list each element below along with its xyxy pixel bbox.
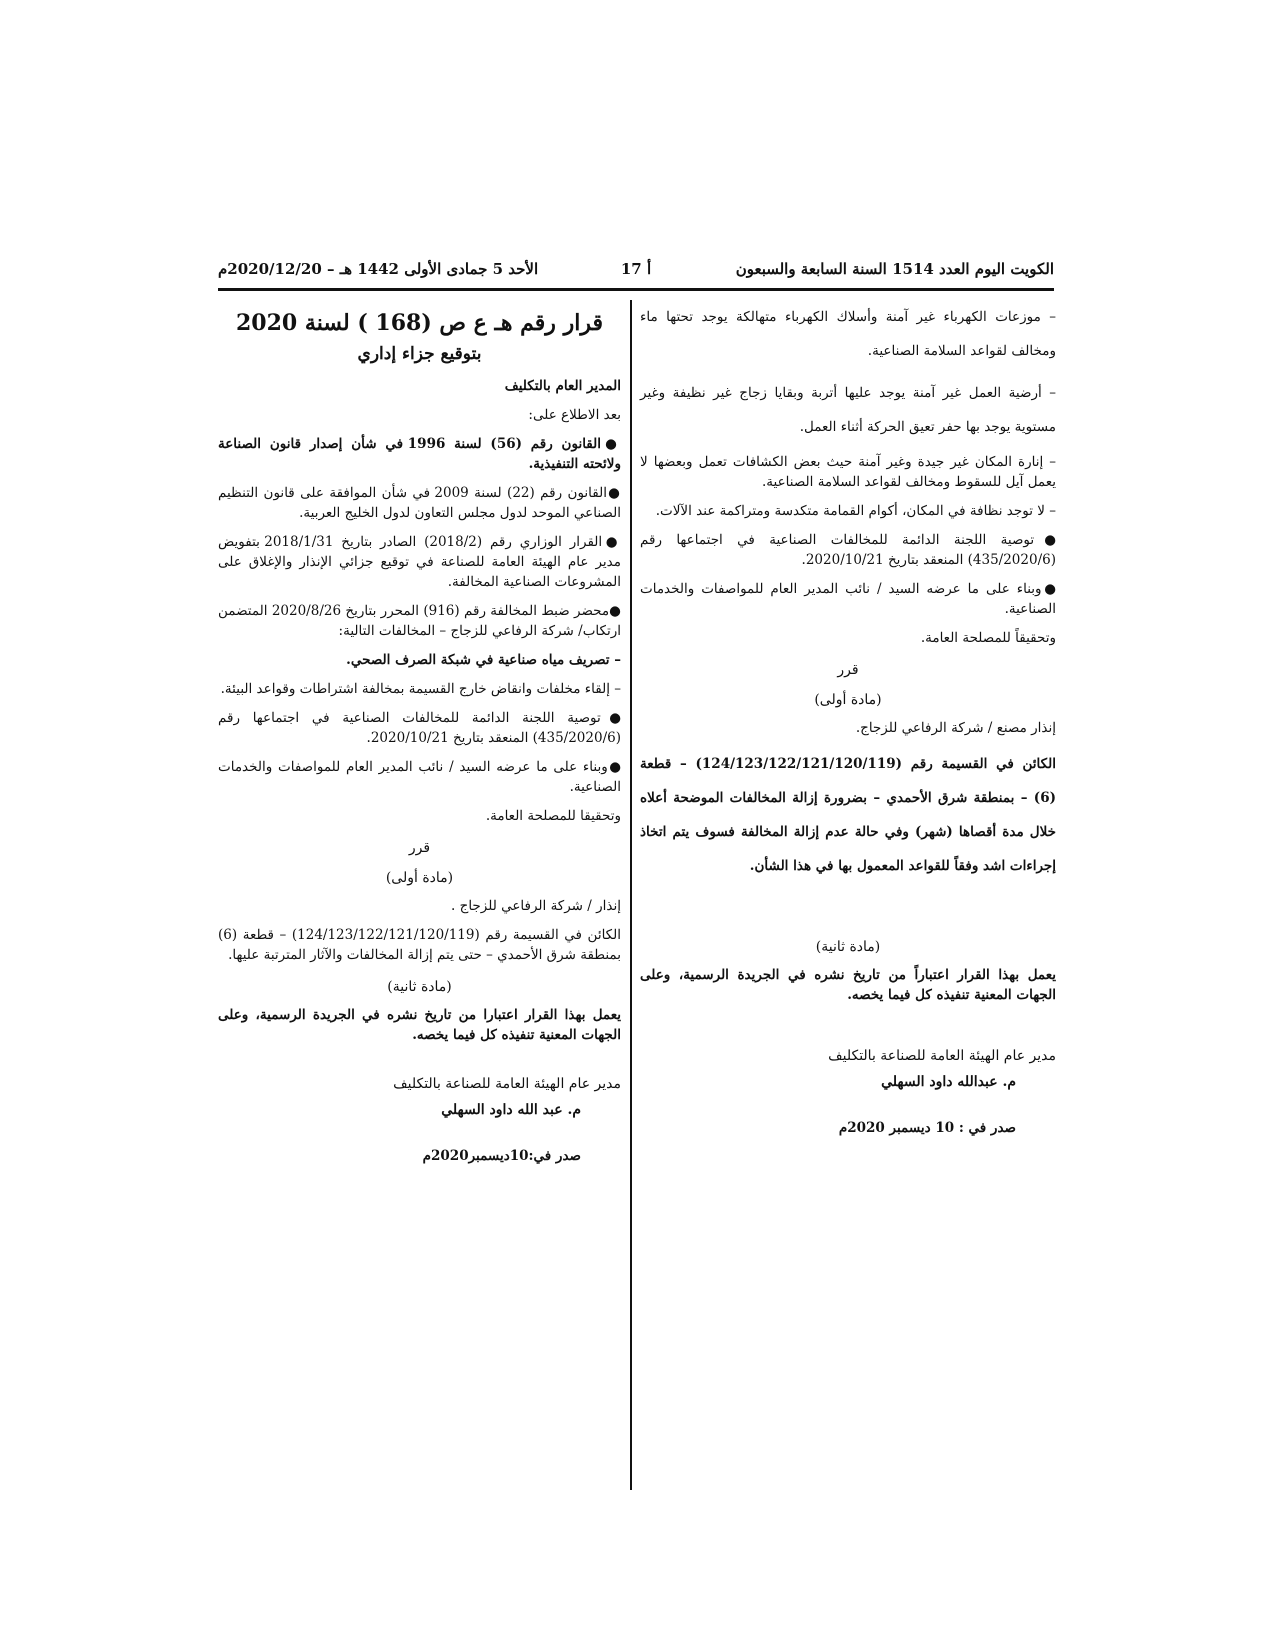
warning-line: إنذار / شركة الرفاعي للزجاج . <box>451 898 621 914</box>
right-column <box>640 300 1056 1136</box>
issue-date: صدر في : 10 ديسمبر 2020م <box>838 1120 1016 1136</box>
warning-line: إنذار مصنع / شركة الرفاعي للزجاج. <box>855 720 1056 736</box>
header-date: الأحد 5 جمادى الأولى 1442 هـ – 2020/12/20م <box>218 260 539 278</box>
header-page-number: أ 17 <box>620 260 652 278</box>
deputy-presentation: ●وبناء على ما عرضه السيد / نائب المدير العام للمواصفات والخدمات الصناعية. <box>218 759 621 795</box>
committee-recommendation: ●توصية اللجنة الدائمة للمخالفات الصناعية في اجتماعها رقم (435/2020/6) المنعقد بتاريخ 2020/10/21. <box>640 532 1056 568</box>
left-column <box>218 300 621 1164</box>
violation-item: – إلقاء مخلفات وانقاض خارج القسيمة بمخالفة اشتراطات وقواعد البيئة. <box>220 681 621 697</box>
violation-item: – إنارة المكان غير جيدة وغير آمنة حيث بعض الكشافات تعمل وبعضها لا يعمل آيل للسقوط ومخالف لقواعد السلامة الصناعية. <box>640 454 1056 490</box>
violation-item: – لا توجد نظافة في المكان، أكوام القمامة متكدسة ومتراكمة عند الآلات. <box>655 503 1056 519</box>
public-interest: وتحقيقاً للمصلحة العامة. <box>920 630 1056 646</box>
signatory-name: م. عبد الله داود السهلي <box>441 1102 581 1118</box>
signatory-name: م. عبدالله داود السهلي <box>881 1074 1016 1090</box>
signatory-title: مدير عام الهيئة العامة للصناعة بالتكليف <box>393 1076 621 1092</box>
issue-date: صدر في:10ديسمبر2020م <box>422 1148 581 1164</box>
reference-item: ●محضر ضبط المخالفة رقم (916) المحرر بتاريخ 2020/8/26 المتضمن ارتكاب/ شركة الرفاعي للزجاج – المخالفات التالية: <box>218 603 621 639</box>
article-two-heading: (مادة ثانية) <box>815 939 881 955</box>
violation-item: – موزعات الكهرباء غير آمنة وأسلاك الكهرباء متهالكة يوجد تحتها ماء ومخالف لقواعد السلامة الصناعية. <box>640 309 1056 359</box>
decision-subtitle: بتوقيع جزاء إداري <box>357 344 482 364</box>
public-interest: وتحقيقا للمصلحة العامة. <box>485 808 621 824</box>
article-two-text: يعمل بهذا القرار اعتبارا من تاريخ نشره في الجريدة الرسمية، وعلى الجهات المعنية تنفيذه كل فيما يخصه. <box>218 1007 621 1043</box>
reference-item: ●القرار الوزاري رقم (2018/2) الصادر بتاريخ 2018/1/31 بتفويض مدير عام الهيئة العامة للصناعة في توقيع جزائي الإنذار والإغلاق على المشروعات الصناعية المخالفة. <box>218 534 621 590</box>
intro-director: المدير العام بالتكليف <box>504 378 621 394</box>
article-two-text: يعمل بهذا القرار اعتباراً من تاريخ نشره في الجريدة الرسمية، وعلى الجهات المعنية تنفيذه كل فيما يخصه. <box>640 967 1056 1003</box>
committee-recommendation: ●توصية اللجنة الدائمة للمخالفات الصناعية في اجتماعها رقم (435/2020/6) المنعقد بتاريخ 2020/10/21. <box>218 710 621 746</box>
article-one-heading: (مادة أولى) <box>814 692 882 708</box>
header-gazette-issue: الكويت اليوم العدد 1514 السنة السابعة والسبعون <box>735 260 1054 278</box>
article-two-heading: (مادة ثانية) <box>387 979 452 995</box>
violation-item: – تصريف مياه صناعية في شبكة الصرف الصحي. <box>346 652 621 668</box>
signatory-title: مدير عام الهيئة العامة للصناعة بالتكليف <box>828 1048 1056 1064</box>
violation-item: – أرضية العمل غير آمنة يوجد عليها أتربة وبقايا زجاج غير نظيفة وغير مستوية يوجد بها حفر تعيق الحركة أثناء العمل. <box>640 385 1056 435</box>
article-one-text: الكائن في القسيمة رقم (124/123/122/121/120/119) – قطعة (6) – بمنطقة شرق الأحمدي – بضرورة إزالة المخالفات الموضحة أعلاه خلال مدة أقصاها (شهر) وفي حالة عدم إزالة المخالفة فسوف يتم اتخاذ إجراءات اشد وفقاً للقواعد المعمول بها في هذا الشأن. <box>640 756 1056 874</box>
intro-after-review: بعد الاطلاع على: <box>528 407 621 423</box>
decided-heading: قرر <box>837 662 859 678</box>
decided-heading: قرر <box>408 840 431 856</box>
column-divider <box>630 300 632 1490</box>
article-one-text: الكائن في القسيمة رقم (124/123/122/121/120/119) – قطعة (6) بمنطقة شرق الأحمدي – حتى يتم إزالة المخالفات والآثار المترتبة عليها. <box>218 927 622 963</box>
deputy-presentation: ●وبناء على ما عرضه السيد / نائب المدير العام للمواصفات والخدمات الصناعية. <box>640 581 1056 617</box>
reference-item: ●القانون رقم (56) لسنة 1996 في شأن إصدار قانون الصناعة ولائحته التنفيذية. <box>218 436 621 472</box>
page-header <box>218 258 1054 291</box>
reference-item: ●القانون رقم (22) لسنة 2009 في شأن الموافقة على قانون التنظيم الصناعي الموحد لدول مجلس التعاون لدول الخليج العربية. <box>218 485 621 521</box>
article-one-heading: (مادة أولى) <box>385 870 454 886</box>
decision-title: قرار رقم هـ ع ص (168 ) لسنة 2020 <box>236 310 603 336</box>
